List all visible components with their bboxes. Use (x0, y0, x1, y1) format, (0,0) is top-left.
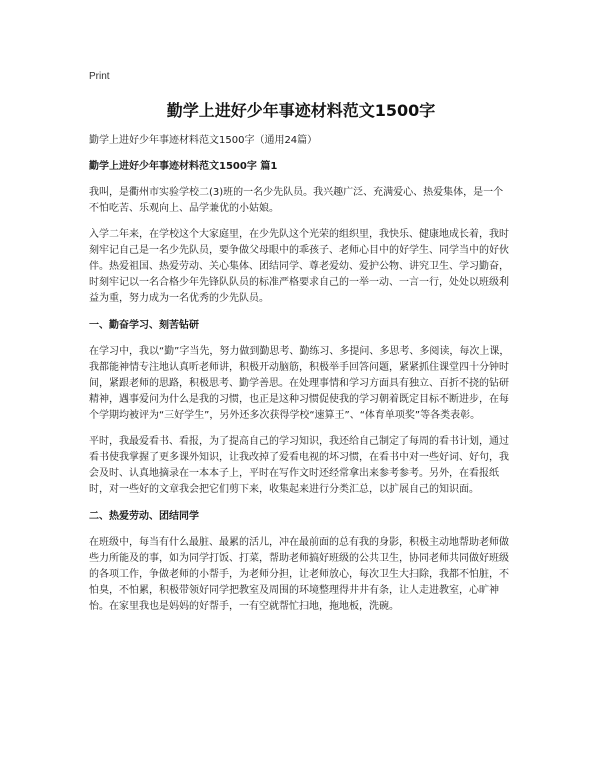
paragraph-study: 在学习中，我以“勤”字当先，努力做到勤思考、勤练习、多提问、多思考、多阅读，每次上课，我都能神情专注地认真听老师讲，积极开动脑筋，积极举手回答问题，紧紧抓住课堂四十分钟时间，紧跟老师的思路，积极思考、勤学善思。在处理事情和学习方面具有独立、百折不挠的钻研精神，遇事爱问为什么是我的习惯，也正是这种习惯促使我的学习朝着既定目标不断进步，在每个学期均被评为“三好学生”，另外还多次获得学校“速算王”、“体育单项奖”等各类表彰。 (89, 346, 510, 421)
document-page (89, 70, 513, 615)
paragraph-intro: 我叫，是衢州市实验学校二(3)班的一名少先队员。我兴趣广泛、充满爱心、热爱集体，是一个不怕吃苦、乐观向上、品学兼优的小姑娘。 (89, 187, 504, 214)
document-subtitle: 勤学上进好少年事迹材料范文1500字（通用24篇） (89, 135, 318, 146)
paragraph-growth: 入学二年来，在学校这个大家庭里，在少先队这个光荣的组织里，我快乐、健康地成长着，我时刻牢记自己是一名少先队员，要争做父母眼中的乖孩子、老师心目中的好学生、同学当中的好伙伴。热爱祖国、热爱劳动、关心集体、团结同学、尊老爱幼、爱护公物、讲究卫生、学习勤奋，时刻牢记以一名合格少年先锋队队员的标准严格要求自己的一举一动、一言一行，处处以班级利益为重，努力成为一名优秀的少先队员。 (89, 229, 509, 304)
print-link[interactable]: Print (89, 71, 110, 82)
paragraph-labor: 在班级中，每当有什么最脏、最累的活儿，冲在最前面的总有我的身影，积极主动地帮助老师做些力所能及的事，如为同学打饭、打菜，帮助老师搞好班级的公共卫生，协同老师共同做好班级的各项工作，争做老师的小帮手，为老师分担，让老师放心，每次卫生大扫除，我都不怕脏，不怕臭，不怕累，积极带领好同学把教室及周围的环境整理得井井有条，让人走进教室，心旷神怡。在家里我也是妈妈的好帮手，一有空就帮忙扫地，拖地板，洗碗。 (89, 537, 509, 612)
document-title: 勤学上进好少年事迹材料范文1500字 (166, 101, 436, 120)
heading-study: 一、勤奋学习、刻苦钻研 (89, 320, 199, 331)
paragraph-reading: 平时，我最爱看书、看报，为了提高自己的学习知识，我还给自己制定了每周的看书计划，通过看书使我掌握了更多课外知识，让我改掉了爱看电视的坏习惯，在看书中对一些好词、好句，我会及时、认真地摘录在一本本子上，平时在写作文时还经常拿出来参考参考。另外，在看报纸时，对一些好的文章我会把它们剪下来，收集起来进行分类汇总，以扩展自己的知识面。 (89, 436, 509, 495)
heading-labor: 二、热爱劳动、团结同学 (89, 511, 199, 522)
section-title: 勤学上进好少年事迹材料范文1500字 篇1 (89, 161, 278, 172)
